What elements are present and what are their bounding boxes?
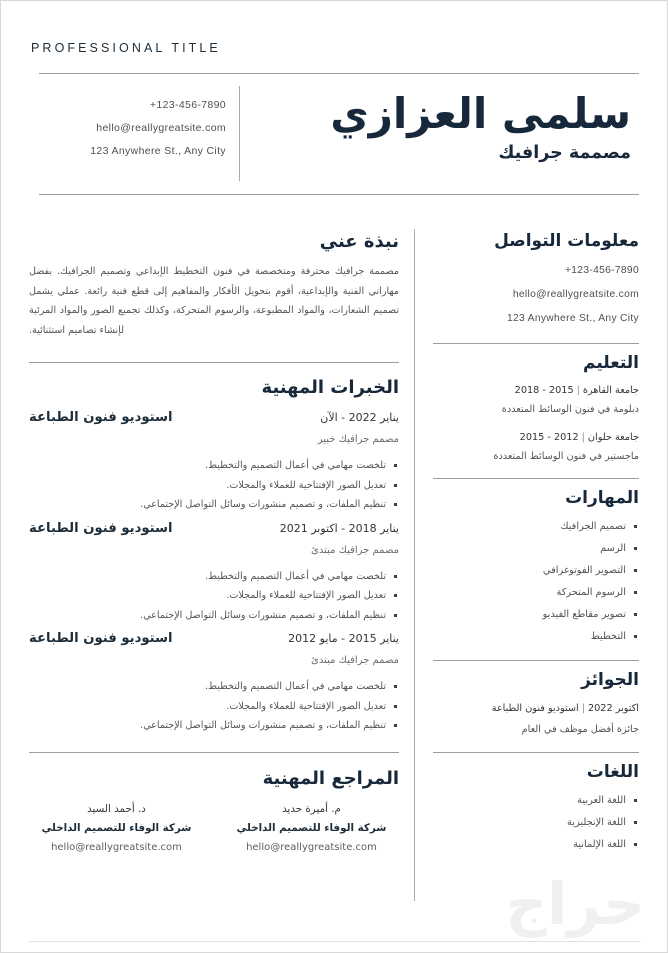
header-address: 123 Anywhere St., Any City (90, 145, 226, 157)
list-item: الرسوم المتحركة (433, 582, 639, 604)
education-school-line (433, 381, 639, 400)
references-grid (29, 800, 399, 857)
experience-item (29, 407, 399, 515)
list-item: اللغة الإلمانية (433, 834, 639, 856)
experience-date: يناير 2018 - اكتوبر 2021 (279, 521, 399, 535)
list-item: الرسم (433, 538, 639, 560)
reference-email: hello@reallygreatsite.com (51, 841, 182, 853)
education-school-line (433, 428, 639, 447)
list-item: تنظيم الملفات، و تصميم منشورات وسائل التواصل الإجتماعي. (29, 606, 399, 626)
header-contact-block (61, 94, 226, 163)
list-item: تعديل الصور الإفتتاحية للعملاء والمجلات. (29, 586, 399, 606)
list-item: اللغة العربية (433, 790, 639, 812)
experience-role: مصمم جرافيك خبير (317, 434, 399, 445)
header-identity-block (241, 89, 631, 166)
cv-header (1, 1, 668, 209)
award-org-line (433, 698, 639, 719)
header-email: hello@reallygreatsite.com (96, 122, 226, 134)
education-separator: | (576, 385, 580, 396)
experience-date: يناير 2015 - مايو 2012 (288, 632, 399, 645)
reference-org: شركة الوفاء للتصميم الداخلي (236, 821, 387, 834)
award-separator: | (581, 703, 585, 714)
list-item: تلخصت مهامي في أعمال التصميم والتخطيط. (29, 567, 399, 587)
experience-org: استوديو فنون الطباعة (29, 410, 173, 425)
list-item: تعديل الصور الإفتتاحية للعملاء والمجلات. (29, 697, 399, 717)
awards-languages-divider (433, 752, 639, 753)
skills-awards-divider (433, 660, 639, 661)
experience-bullets (29, 677, 399, 736)
footer-rule (29, 941, 641, 942)
reference-org: شركة الوفاء للتصميم الداخلي (41, 821, 192, 834)
education-section (433, 351, 639, 466)
header-phone: +123-456-7890 (149, 99, 226, 111)
contact-section (433, 229, 639, 331)
column-divider (414, 229, 415, 901)
education-item (433, 381, 639, 419)
contact-phone: +123-456-7890 (564, 265, 639, 276)
experience-org: استوديو فنون الطباعة (29, 520, 173, 536)
experience-bullets (29, 456, 399, 515)
contact-address: 123 Anywhere St., Any City (506, 313, 639, 324)
header-vertical-divider (239, 86, 240, 181)
education-degree: دبلومة في فنون الوسائط المتعددة (501, 404, 639, 415)
experience-heading: الخبرات المهنية (261, 377, 399, 398)
contact-education-divider (433, 343, 639, 344)
list-item: تصميم الجرافيك (433, 516, 639, 538)
list-item: تنظيم الملفات، و تصميم منشورات وسائل التواصل الإجتماعي. (29, 716, 399, 736)
experience-item (29, 518, 399, 626)
reference-item (224, 800, 399, 857)
list-item: تنظيم الملفات، و تصميم منشورات وسائل التواصل الإجتماعي. (29, 495, 399, 515)
education-degree: ماجستير في فنون الوسائط المتعددة (493, 451, 639, 462)
list-item: تصوير مقاطع الفيديو (433, 604, 639, 626)
experience-role: مصمم جرافيك مبتدئ (311, 655, 399, 666)
reference-name: د. أحمد السيد (87, 802, 146, 815)
education-school: جامعة حلوان (587, 432, 639, 443)
contact-email: hello@reallygreatsite.com (512, 289, 639, 300)
awards-section (433, 668, 639, 740)
contact-heading: معلومات التواصل (494, 231, 639, 251)
main-column (29, 229, 399, 857)
education-school: جامعة القاهرة (582, 385, 639, 396)
award-org: استوديو فنون الطباعة (491, 703, 579, 714)
education-separator: | (581, 432, 585, 443)
list-item: التخطيط (433, 626, 639, 648)
education-skills-divider (433, 478, 639, 479)
education-heading: التعليم (583, 353, 639, 373)
experience-bullets (29, 567, 399, 626)
about-body: مصممة جرافيك محترفة ومتخصصة في فنون التخطيط الإبداعي وتصميم الجرافيك. بفضل مهاراتي الفنية والإبداعية، أقوم بتحويل الأفكار والمفاهيم إلى قطع فنية رائعة. عملي يشمل تصميم الشعارات، والمواد المطبوعة، والرسوم المتحركة، وكذلك تجميع الصور والمواد المرئية لإنشاء تصاميم استثنائية. (29, 266, 399, 336)
education-date: 2012 - 2015 (519, 432, 579, 443)
languages-heading: اللغات (586, 762, 639, 782)
header-rule-bottom (39, 194, 639, 195)
reference-name: م. أميرة حديد (282, 802, 341, 815)
reference-item (29, 800, 204, 857)
languages-list (433, 790, 639, 856)
sidebar-column (433, 229, 639, 856)
about-experience-divider (29, 362, 399, 363)
list-item: تعديل الصور الإفتتاحية للعملاء والمجلات. (29, 476, 399, 496)
list-item: اللغة الإنجليزية (433, 812, 639, 834)
watermark: حراج (505, 870, 645, 938)
about-heading: نبذة عني (319, 231, 399, 252)
professional-title-label: PROFESSIONAL TITLE (31, 41, 221, 55)
awards-heading: الجوائز (581, 670, 639, 690)
experience-org: استوديو فنون الطباعة (29, 631, 173, 646)
languages-section (433, 760, 639, 856)
experience-references-divider (29, 752, 399, 753)
list-item: التصوير الفوتوغرافي (433, 560, 639, 582)
list-item: تلخصت مهامي في أعمال التصميم والتخطيط. (29, 456, 399, 476)
header-rule-top (39, 73, 639, 74)
education-item (433, 428, 639, 466)
award-date: اكتوبر 2022 (587, 703, 639, 714)
experience-date: يناير 2022 - الآن (320, 411, 399, 424)
skills-section (433, 486, 639, 648)
education-date: 2015 - 2018 (514, 385, 574, 396)
award-title: جائزة أفضل موظف في العام (521, 724, 639, 735)
experience-item (29, 628, 399, 736)
reference-email: hello@reallygreatsite.com (246, 841, 377, 853)
references-heading: المراجع المهنية (262, 767, 399, 789)
list-item: تلخصت مهامي في أعمال التصميم والتخطيط. (29, 677, 399, 697)
experience-role: مصمم جرافيك مبتدئ (311, 544, 399, 556)
skills-heading: المهارات (565, 488, 639, 508)
candidate-role: مصممة جرافيك (498, 143, 631, 163)
skills-list (433, 516, 639, 648)
candidate-name: سلمى العزازي (330, 89, 631, 138)
